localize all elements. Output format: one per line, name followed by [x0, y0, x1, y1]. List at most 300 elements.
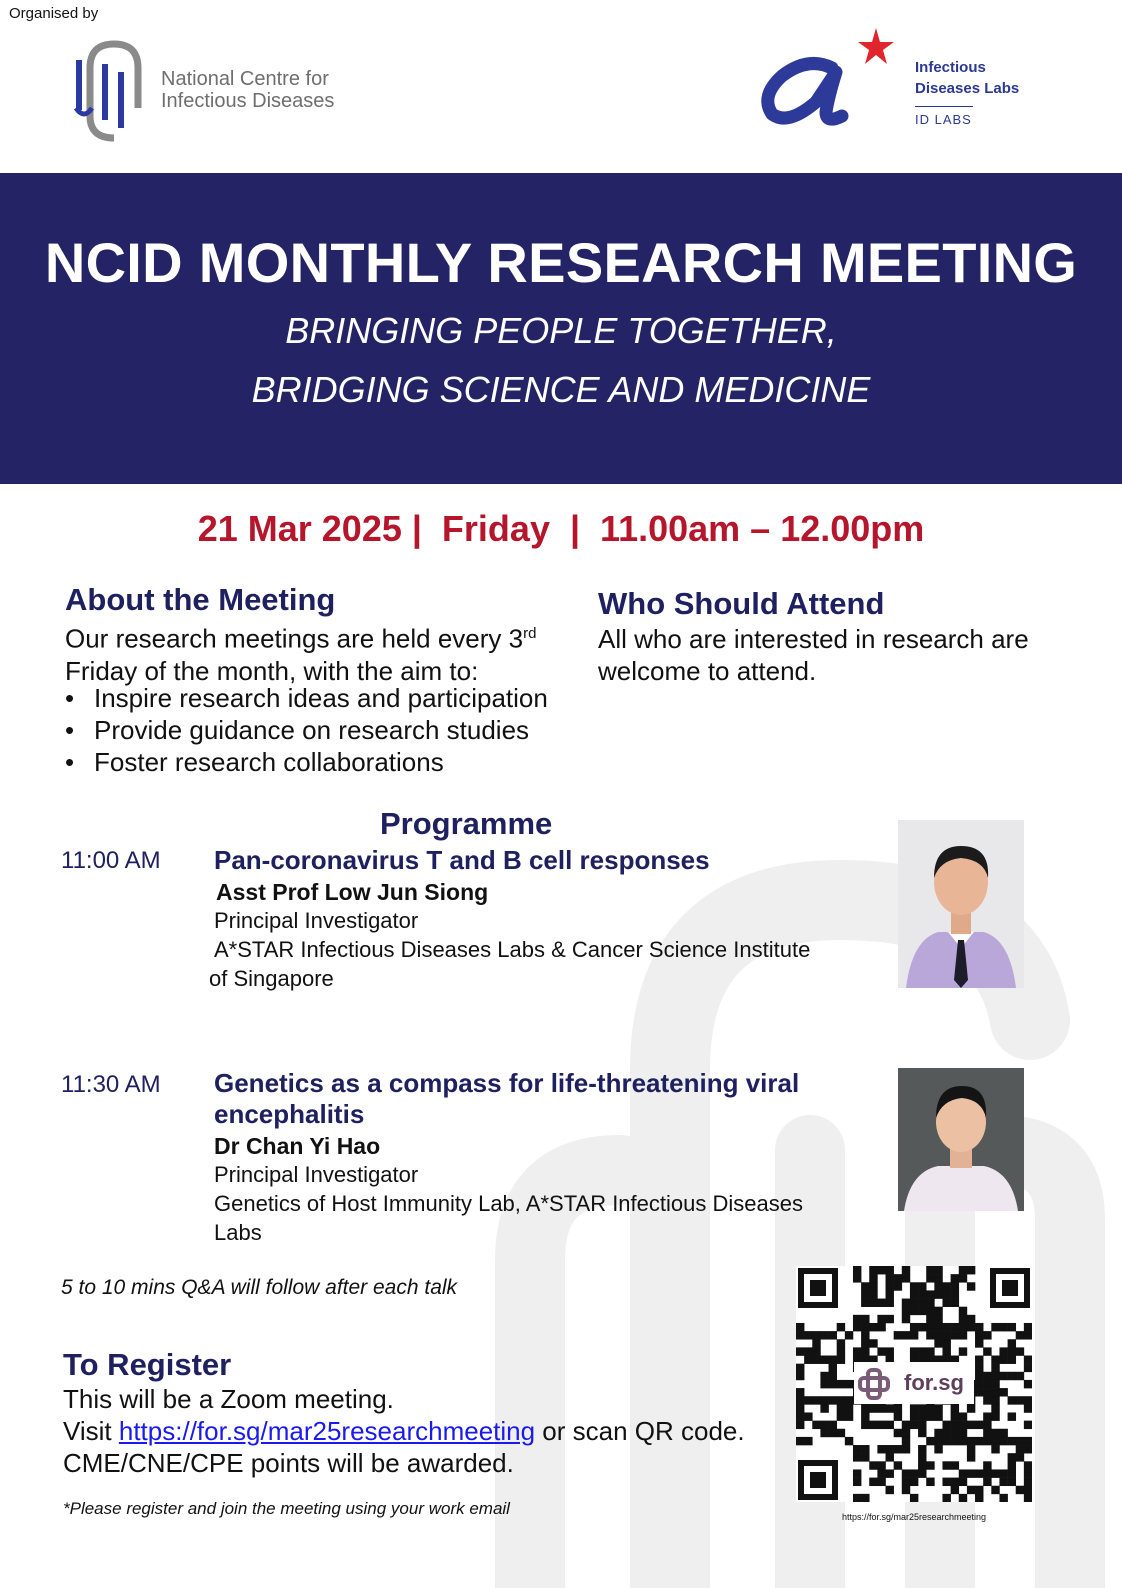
qr-module	[796, 1372, 804, 1380]
qr-module	[951, 1331, 959, 1339]
qr-module	[861, 1323, 869, 1331]
qr-module	[861, 1339, 869, 1347]
qr-module	[894, 1282, 902, 1290]
qr-module	[837, 1347, 845, 1355]
qr-module	[918, 1307, 926, 1315]
talk-1-role: Principal Investigator	[214, 908, 419, 933]
qr-module	[975, 1486, 983, 1494]
qr-module	[991, 1372, 999, 1380]
qr-module	[975, 1364, 983, 1372]
aim-item: • Provide guidance on research studies	[63, 714, 548, 746]
qr-module	[820, 1380, 828, 1388]
qr-module	[861, 1299, 869, 1307]
qr-module	[853, 1266, 861, 1274]
registration-qr-code[interactable]	[796, 1266, 1032, 1502]
qr-module	[837, 1380, 845, 1388]
qr-module	[1024, 1380, 1032, 1388]
qr-module	[934, 1339, 942, 1347]
talk-1-time: 11:00 AM	[61, 847, 161, 874]
qr-module	[853, 1453, 861, 1461]
qr-module	[869, 1421, 877, 1429]
qr-module	[926, 1347, 934, 1355]
qr-module	[853, 1445, 861, 1453]
talk-2-affiliation-line2: Labs	[214, 1220, 262, 1245]
qr-module	[926, 1331, 934, 1339]
about-intro-line2: Friday of the month, with the aim to:	[65, 655, 479, 686]
qr-module	[869, 1266, 877, 1274]
event-title: NCID MONTHLY RESEARCH MEETING	[44, 231, 1078, 294]
qr-module	[983, 1469, 991, 1477]
qr-module	[910, 1307, 918, 1315]
qr-module	[959, 1437, 967, 1445]
speaker-2-photo	[898, 1068, 1024, 1211]
qr-module	[951, 1282, 959, 1290]
qr-module	[959, 1331, 967, 1339]
qr-module	[991, 1469, 999, 1477]
qr-module	[934, 1274, 942, 1282]
qr-module	[918, 1282, 926, 1290]
qr-module	[1008, 1461, 1016, 1469]
talk-2-title-line2: encephalitis	[214, 1099, 365, 1129]
qr-module	[967, 1323, 975, 1331]
qa-note: 5 to 10 mins Q&A will follow after each talk	[61, 1276, 458, 1299]
qr-module	[1008, 1453, 1016, 1461]
qr-module	[820, 1421, 828, 1429]
qr-module	[983, 1412, 991, 1420]
qr-module	[983, 1388, 991, 1396]
qr-module	[934, 1331, 942, 1339]
qr-module	[1024, 1421, 1032, 1429]
qr-module	[829, 1380, 837, 1388]
register-visit-text: Visit	[63, 1416, 119, 1446]
talk-1-affiliation-line1: A*STAR Infectious Diseases Labs & Cancer Science Institute	[214, 937, 811, 962]
qr-module	[910, 1331, 918, 1339]
astar-logo-icon	[758, 28, 900, 128]
qr-module	[910, 1412, 918, 1420]
qr-module	[877, 1266, 885, 1274]
qr-module	[967, 1282, 975, 1290]
qr-module	[983, 1380, 991, 1388]
qr-module	[902, 1331, 910, 1339]
qr-module	[861, 1290, 869, 1298]
qr-module	[869, 1299, 877, 1307]
qr-module	[942, 1339, 950, 1347]
about-intro	[65, 618, 585, 687]
qr-module	[959, 1478, 967, 1486]
qr-module	[942, 1461, 950, 1469]
talk-2-title-line1: Genetics as a compass for life-threatening viral	[214, 1068, 800, 1098]
qr-module	[951, 1404, 959, 1412]
qr-module	[812, 1356, 820, 1364]
qr-module	[1016, 1396, 1024, 1404]
qr-module	[796, 1437, 804, 1445]
qr-module	[959, 1274, 967, 1282]
qr-module	[837, 1323, 845, 1331]
register-line1: This will be a Zoom meeting.	[63, 1384, 394, 1414]
qr-module	[991, 1437, 999, 1445]
qr-module	[951, 1461, 959, 1469]
qr-module	[837, 1339, 845, 1347]
qr-module	[877, 1478, 885, 1486]
qr-module	[991, 1445, 999, 1453]
qr-module	[877, 1347, 885, 1355]
qr-module	[820, 1331, 828, 1339]
qr-module	[902, 1429, 910, 1437]
about-intro-sup: rd	[523, 625, 537, 642]
qr-module	[861, 1453, 869, 1461]
qr-module	[829, 1421, 837, 1429]
qr-module	[951, 1290, 959, 1298]
qr-module	[869, 1282, 877, 1290]
qr-module	[829, 1372, 837, 1380]
about-aims-list	[63, 682, 548, 778]
astar-name-line1: Infectious	[915, 59, 986, 76]
qr-module	[796, 1331, 804, 1339]
qr-finder-bottom-left	[798, 1460, 838, 1500]
qr-module	[1008, 1323, 1016, 1331]
qr-module	[869, 1404, 877, 1412]
qr-module	[918, 1453, 926, 1461]
qr-module	[853, 1274, 861, 1282]
qr-module	[910, 1290, 918, 1298]
qr-module	[1024, 1323, 1032, 1331]
qr-module	[983, 1437, 991, 1445]
qr-module	[991, 1388, 999, 1396]
qr-module	[926, 1274, 934, 1282]
qr-module	[861, 1282, 869, 1290]
qr-module	[877, 1445, 885, 1453]
attend-text	[598, 623, 1068, 687]
qr-module	[869, 1478, 877, 1486]
qr-module	[999, 1372, 1007, 1380]
qr-module	[967, 1437, 975, 1445]
qr-module	[886, 1486, 894, 1494]
attend-line2: welcome to attend.	[598, 656, 817, 686]
aim-item: • Foster research collaborations	[63, 746, 548, 778]
qr-module	[942, 1299, 950, 1307]
qr-module	[812, 1396, 820, 1404]
qr-module	[1024, 1478, 1032, 1486]
qr-module	[959, 1412, 967, 1420]
qr-caption: https://for.sg/mar25researchmeeting	[841, 1512, 987, 1522]
qr-module	[983, 1396, 991, 1404]
qr-module	[1024, 1404, 1032, 1412]
qr-module	[959, 1347, 967, 1355]
qr-module	[829, 1364, 837, 1372]
qr-module	[959, 1266, 967, 1274]
qr-module	[1024, 1445, 1032, 1453]
qr-module	[942, 1478, 950, 1486]
qr-module	[796, 1364, 804, 1372]
qr-module	[991, 1364, 999, 1372]
talk-2-time: 11:30 AM	[61, 1071, 161, 1098]
qr-module	[796, 1412, 804, 1420]
qr-module	[812, 1331, 820, 1339]
qr-module	[910, 1282, 918, 1290]
astar-sub-label: ID LABS	[915, 112, 972, 127]
register-footnote: *Please register and join the meeting using your work email	[63, 1499, 510, 1518]
qr-module	[1008, 1412, 1016, 1420]
qr-module	[991, 1412, 999, 1420]
qr-module	[853, 1478, 861, 1486]
qr-module	[886, 1421, 894, 1429]
qr-module	[845, 1437, 853, 1445]
qr-module	[959, 1307, 967, 1315]
qr-module	[999, 1494, 1007, 1502]
qr-module	[829, 1396, 837, 1404]
qr-module	[894, 1412, 902, 1420]
qr-module	[886, 1290, 894, 1298]
qr-module	[942, 1429, 950, 1437]
qr-module	[1008, 1356, 1016, 1364]
qr-module	[918, 1421, 926, 1429]
qr-module	[951, 1429, 959, 1437]
qr-module	[902, 1445, 910, 1453]
qr-module	[910, 1299, 918, 1307]
qr-module	[861, 1445, 869, 1453]
qr-module	[894, 1274, 902, 1282]
qr-module	[886, 1315, 894, 1323]
qr-module	[804, 1331, 812, 1339]
qr-module	[959, 1315, 967, 1323]
qr-module	[837, 1396, 845, 1404]
qr-module	[999, 1347, 1007, 1355]
qr-module	[991, 1356, 999, 1364]
qr-module	[991, 1429, 999, 1437]
qr-module	[967, 1421, 975, 1429]
qr-module	[886, 1274, 894, 1282]
qr-module	[934, 1437, 942, 1445]
qr-module	[853, 1494, 861, 1502]
qr-module	[991, 1486, 999, 1494]
qr-module	[967, 1315, 975, 1323]
qr-module	[796, 1347, 804, 1355]
qr-module	[918, 1412, 926, 1420]
qr-module	[902, 1437, 910, 1445]
qr-module	[918, 1299, 926, 1307]
qr-module	[959, 1494, 967, 1502]
qr-module	[926, 1299, 934, 1307]
qr-module	[886, 1445, 894, 1453]
qr-module	[951, 1274, 959, 1282]
qr-module	[918, 1404, 926, 1412]
qr-module	[796, 1388, 804, 1396]
qr-module	[991, 1380, 999, 1388]
qr-module	[837, 1412, 845, 1420]
qr-module	[999, 1323, 1007, 1331]
qr-module	[861, 1494, 869, 1502]
qr-module	[820, 1396, 828, 1404]
qr-module	[983, 1461, 991, 1469]
qr-module	[999, 1429, 1007, 1437]
qr-module	[1008, 1437, 1016, 1445]
qr-module	[886, 1453, 894, 1461]
qr-module	[861, 1412, 869, 1420]
registration-link[interactable]: https://for.sg/mar25researchmeeting	[118, 1416, 536, 1446]
qr-module	[975, 1437, 983, 1445]
qr-module	[902, 1486, 910, 1494]
qr-module	[894, 1429, 902, 1437]
qr-module	[975, 1469, 983, 1477]
qr-module	[902, 1274, 910, 1282]
qr-module	[934, 1323, 942, 1331]
qr-module	[1024, 1486, 1032, 1494]
qr-module	[894, 1331, 902, 1339]
qr-module	[869, 1323, 877, 1331]
qr-module	[975, 1356, 983, 1364]
qr-module	[951, 1486, 959, 1494]
qr-module	[942, 1494, 950, 1502]
qr-module	[796, 1421, 804, 1429]
qr-module	[829, 1331, 837, 1339]
qr-module	[877, 1323, 885, 1331]
qr-module	[910, 1494, 918, 1502]
qr-module	[877, 1469, 885, 1477]
event-dateline: 21 Mar 2025 | Friday | 11.00am – 12.00pm	[197, 508, 925, 549]
qr-module	[991, 1323, 999, 1331]
qr-module	[918, 1323, 926, 1331]
register-line3: CME/CNE/CPE points will be awarded.	[63, 1448, 514, 1478]
qr-module	[1016, 1486, 1024, 1494]
qr-module	[967, 1469, 975, 1477]
qr-module	[804, 1396, 812, 1404]
qr-module	[918, 1347, 926, 1355]
qr-module	[926, 1412, 934, 1420]
qr-module	[820, 1372, 828, 1380]
qr-module	[812, 1347, 820, 1355]
talk-2-title	[214, 1068, 874, 1130]
qr-module	[951, 1299, 959, 1307]
qr-module	[812, 1339, 820, 1347]
qr-module	[902, 1421, 910, 1429]
qr-module	[999, 1469, 1007, 1477]
qr-module	[877, 1421, 885, 1429]
qr-module	[951, 1437, 959, 1445]
qr-module	[1016, 1437, 1024, 1445]
qr-module	[910, 1478, 918, 1486]
qr-module	[1016, 1331, 1024, 1339]
qr-module	[991, 1396, 999, 1404]
qr-module	[942, 1347, 950, 1355]
register-text	[63, 1383, 783, 1479]
qr-module	[934, 1307, 942, 1315]
qr-module	[1008, 1478, 1016, 1486]
qr-module	[1008, 1396, 1016, 1404]
qr-module	[1024, 1494, 1032, 1502]
qr-module	[942, 1282, 950, 1290]
attend-heading: Who Should Attend	[598, 586, 885, 621]
qr-module	[926, 1323, 934, 1331]
qr-module	[910, 1469, 918, 1477]
qr-module	[861, 1421, 869, 1429]
qr-module	[796, 1323, 804, 1331]
qr-module	[942, 1421, 950, 1429]
qr-module	[934, 1429, 942, 1437]
qr-module	[1024, 1356, 1032, 1364]
qr-module	[926, 1461, 934, 1469]
qr-module	[934, 1290, 942, 1298]
qr-module	[902, 1478, 910, 1486]
qr-module	[853, 1347, 861, 1355]
qr-module	[967, 1445, 975, 1453]
qr-module	[991, 1404, 999, 1412]
qr-module	[975, 1372, 983, 1380]
talk-1-speaker: Asst Prof Low Jun Siong	[216, 879, 489, 905]
banner-subtitle-line1: BRINGING PEOPLE TOGETHER,	[285, 310, 837, 351]
qr-module	[942, 1290, 950, 1298]
qr-module	[1024, 1461, 1032, 1469]
qr-module	[918, 1461, 926, 1469]
qr-module	[853, 1469, 861, 1477]
qr-module	[902, 1315, 910, 1323]
qr-module	[983, 1421, 991, 1429]
qr-module	[1008, 1339, 1016, 1347]
qr-module	[853, 1323, 861, 1331]
qr-module	[951, 1323, 959, 1331]
qr-module	[951, 1421, 959, 1429]
qr-module	[886, 1282, 894, 1290]
ncid-name	[161, 68, 334, 112]
qr-finder-top-left	[798, 1268, 838, 1308]
qr-module	[975, 1494, 983, 1502]
qr-module	[1016, 1347, 1024, 1355]
qr-module	[796, 1404, 804, 1412]
qr-module	[926, 1290, 934, 1298]
about-heading: About the Meeting	[65, 582, 336, 617]
qr-module	[942, 1331, 950, 1339]
qr-module	[999, 1437, 1007, 1445]
qr-module	[861, 1331, 869, 1339]
qr-module	[845, 1396, 853, 1404]
qr-module	[902, 1469, 910, 1477]
qr-module	[934, 1412, 942, 1420]
qr-module	[869, 1274, 877, 1282]
qr-module	[804, 1356, 812, 1364]
qr-module	[942, 1437, 950, 1445]
qr-module	[951, 1412, 959, 1420]
qr-module	[1024, 1331, 1032, 1339]
qr-module	[975, 1331, 983, 1339]
qr-module	[959, 1469, 967, 1477]
qr-module	[959, 1323, 967, 1331]
qr-module	[918, 1445, 926, 1453]
qr-module	[1024, 1396, 1032, 1404]
qr-module	[820, 1404, 828, 1412]
qr-module	[999, 1356, 1007, 1364]
qr-module	[1016, 1372, 1024, 1380]
qr-module	[796, 1396, 804, 1404]
qr-label: for.sg	[904, 1370, 964, 1395]
qr-module	[869, 1339, 877, 1347]
qr-module	[829, 1356, 837, 1364]
attend-line1: All who are interested in research are	[598, 624, 1029, 654]
qr-module	[967, 1404, 975, 1412]
qr-module	[877, 1299, 885, 1307]
qr-module	[934, 1315, 942, 1323]
qr-module	[999, 1478, 1007, 1486]
qr-module	[926, 1266, 934, 1274]
register-after-link-text: or scan QR code.	[535, 1416, 745, 1446]
qr-module	[951, 1478, 959, 1486]
ncid-logo-icon	[74, 38, 146, 143]
qr-module	[975, 1388, 983, 1396]
qr-module	[894, 1461, 902, 1469]
qr-module	[910, 1421, 918, 1429]
qr-module	[1016, 1453, 1024, 1461]
qr-module	[910, 1404, 918, 1412]
ncid-name-line2: Infectious Diseases	[161, 90, 335, 112]
astar-id-labs-name	[915, 57, 1019, 99]
